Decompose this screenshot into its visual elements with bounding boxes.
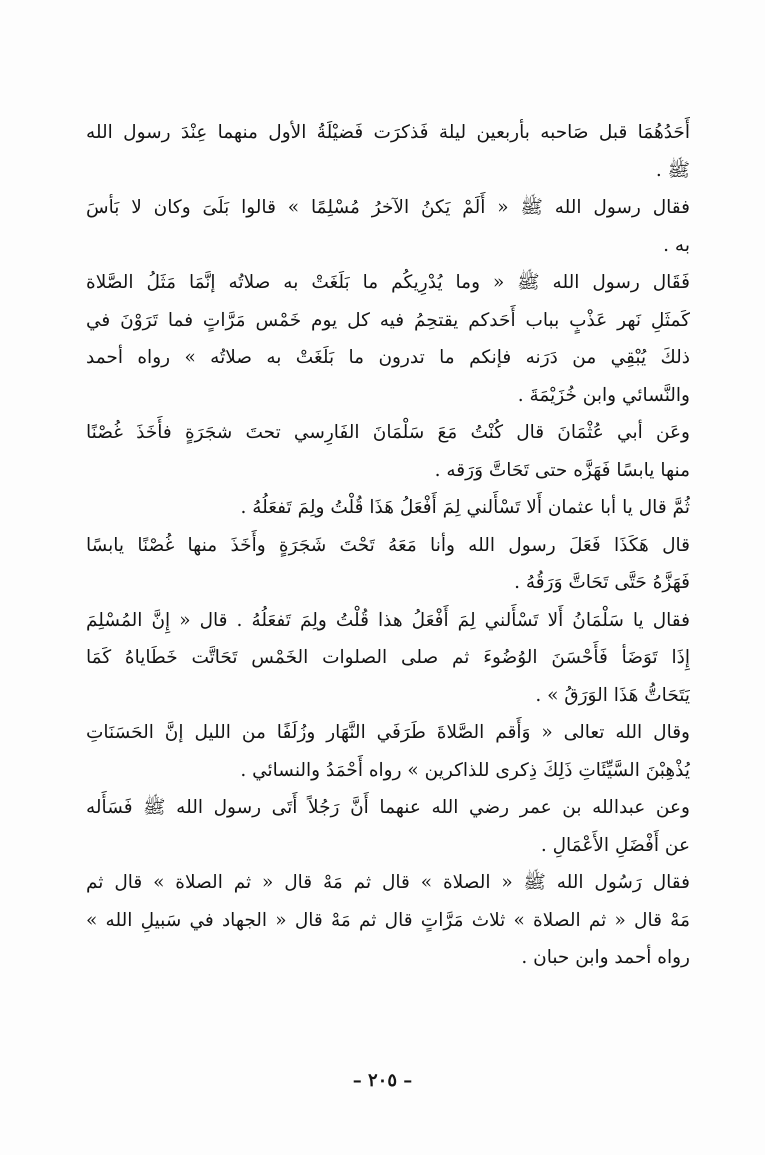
text-line: وعن عبدالله بن عمر رضي الله عنهما أَنَّ رَجُلاً أَتَى رسول الله ﷺ فَسَأَله xyxy=(86,797,690,818)
text-line: مَهْ قال « ثم الصلاة » ثلاث مَرَّاتٍ قال ثم مَهْ قال « الجهاد في سَبيلِ الله » xyxy=(86,909,690,931)
text-line: عن أَفْضَلِ الأَعْمَالِ . xyxy=(540,834,690,856)
text-line: ثُمَّ قال يا أبا عثمان أَلا تَسْأَلني لِمَ أَفْعَلُ هَذَا قُلْتُ ولِمَ تَفعَلُهُ . xyxy=(240,497,690,518)
page-number: – ٢٠٥ – xyxy=(352,1070,413,1091)
text-line: به . xyxy=(663,234,690,256)
text-line: فقال يا سَلْمَانُ أَلا تَسْأَلني لِمَ أَفْعَلُ هذا قُلْتُ ولِمَ تَفعَلُهُ . قال « إِنَّ المُسْلِمَ xyxy=(86,609,690,631)
text-line: فقال رَسُول الله ﷺ « الصلاة » قال ثم مَهْ قال « ثم الصلاة » قال ثم xyxy=(86,872,690,893)
text-line: أَحَدُهُمَا قبل صَاحبه بأربعين ليلة فَذكرَت فَضيْلَةُ الأول منهما عِنْدَ رسول الله xyxy=(86,122,690,143)
text-line: وقال الله تعالى « وَأَقم الصَّلاةَ طَرَفَي النَّهَار وزُلَفًا من الليل إنَّ الحَسَنَاتِ xyxy=(86,722,690,743)
text-line: والنَّسائي وابن خُزَيْمَةَ . xyxy=(517,384,690,406)
text-line: يَتَحَاتُّ هَذَا الوَرَقُ » . xyxy=(535,684,690,706)
body-text xyxy=(86,114,690,977)
text-line: منها يابسًا فَهَزَّه حتى تَحَاتَّ وَرَقه . xyxy=(434,459,690,481)
text-line: قال هَكَذَا فَعَلَ رسول الله وأنا مَعَهُ تَحْتَ شَجَرَةٍ وأَخَذَ منها غُصْنًا يابسًا xyxy=(86,534,690,556)
text-line: فَهَزَّهُ حَتَّى تَحَاتَّ وَرَقُهُ . xyxy=(514,572,690,593)
text-line: يُذْهِبْنَ السَّيِّئَاتِ ذَلِكَ ذِكرى للذاكرين » رواه أَحْمَدُ والنسائي . xyxy=(240,759,690,781)
text-line: فَقَال رسول الله ﷺ « وما يُدْرِيكُم ما بَلَغَتْ به صلاتُه إنَّمَا مَثَلُ الصَّلاة xyxy=(86,272,690,293)
text-line: إِذَا تَوَضَأ فَأَحْسَنَ الوُضُوءَ ثم صلى الصلوات الخَمْس تَحَاتَّت خَطَاياهُ كَمَا xyxy=(86,647,690,668)
text-line: فقال رسول الله ﷺ « أَلَمْ يَكنُ الآخرُ مُسْلِمًا » قالوا بَلَىَ وكان لا بَأسَ xyxy=(86,197,690,218)
text-line: كَمثَلِ نَهر عَذْبٍ بباب أَحَدكم يقتحِمُ فيه كل يوم خَمْس مَرَّاتٍ فما تَرَوْنَ في xyxy=(86,309,690,331)
text-line: وعَن أبي عُثْمَانَ قال كُنْتُ مَعَ سَلْمَانَ الفَارِسي تحتَ شجَرَةٍ فأَخَذَ غُصْنًا xyxy=(86,422,690,443)
text-line: ذلكَ يُبْقِي من دَرَنه فإنكم ما تدرون ما بَلَغَتْ به صلاتُه » رواه أحمد xyxy=(86,347,690,368)
text-line: ﷺ . xyxy=(655,159,690,181)
text-line: رواه أحمد وابن حبان . xyxy=(521,947,690,968)
